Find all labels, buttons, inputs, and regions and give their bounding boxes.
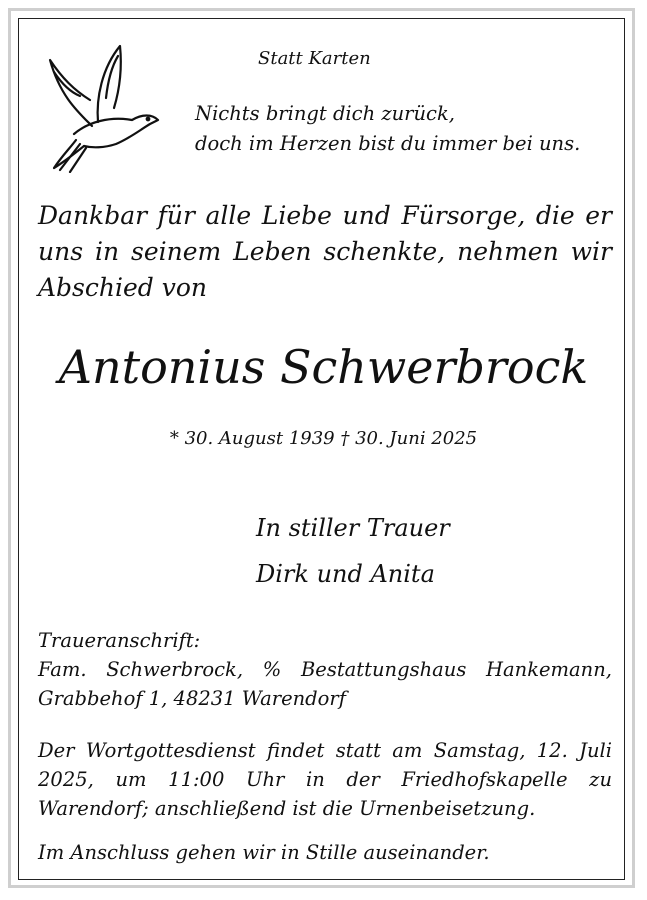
address-block xyxy=(38,626,612,713)
life-dates: * 30. August 1939 † 30. Juni 2025 xyxy=(169,428,478,449)
address-line-2: Grabbehof 1, 48231 Warendorf xyxy=(38,687,346,710)
mourners-names: Dirk und Anita xyxy=(256,560,435,588)
closing-text: Im Anschluss gehen wir in Stille auseinander. xyxy=(38,841,490,864)
mourning-line-1: In stiller Trauer xyxy=(256,514,450,542)
quote-line-2: doch im Herzen bist du immer bei uns. xyxy=(195,132,581,155)
address-label: Traueranschrift: xyxy=(38,629,201,652)
intro-paragraph: Dankbar für alle Liebe und Fürsorge, die er uns in seinem Leben schenkte, nehmen wir Abschied von xyxy=(38,201,612,302)
statt-karten-text: Statt Karten xyxy=(258,48,371,69)
dove-icon xyxy=(40,38,160,173)
address-line-1: Fam. Schwerbrock, % Bestattungshaus Hankemann, xyxy=(38,658,612,681)
deceased-name: Antonius Schwerbrock xyxy=(58,340,589,394)
service-paragraph: Der Wortgottesdienst findet statt am Samstag, 12. Juli 2025, um 11:00 Uhr in der Friedhofskapelle zu Warendorf; anschließend ist die Urnenbeisetzung. xyxy=(38,739,612,820)
quote-line-1: Nichts bringt dich zurück, xyxy=(195,102,455,125)
